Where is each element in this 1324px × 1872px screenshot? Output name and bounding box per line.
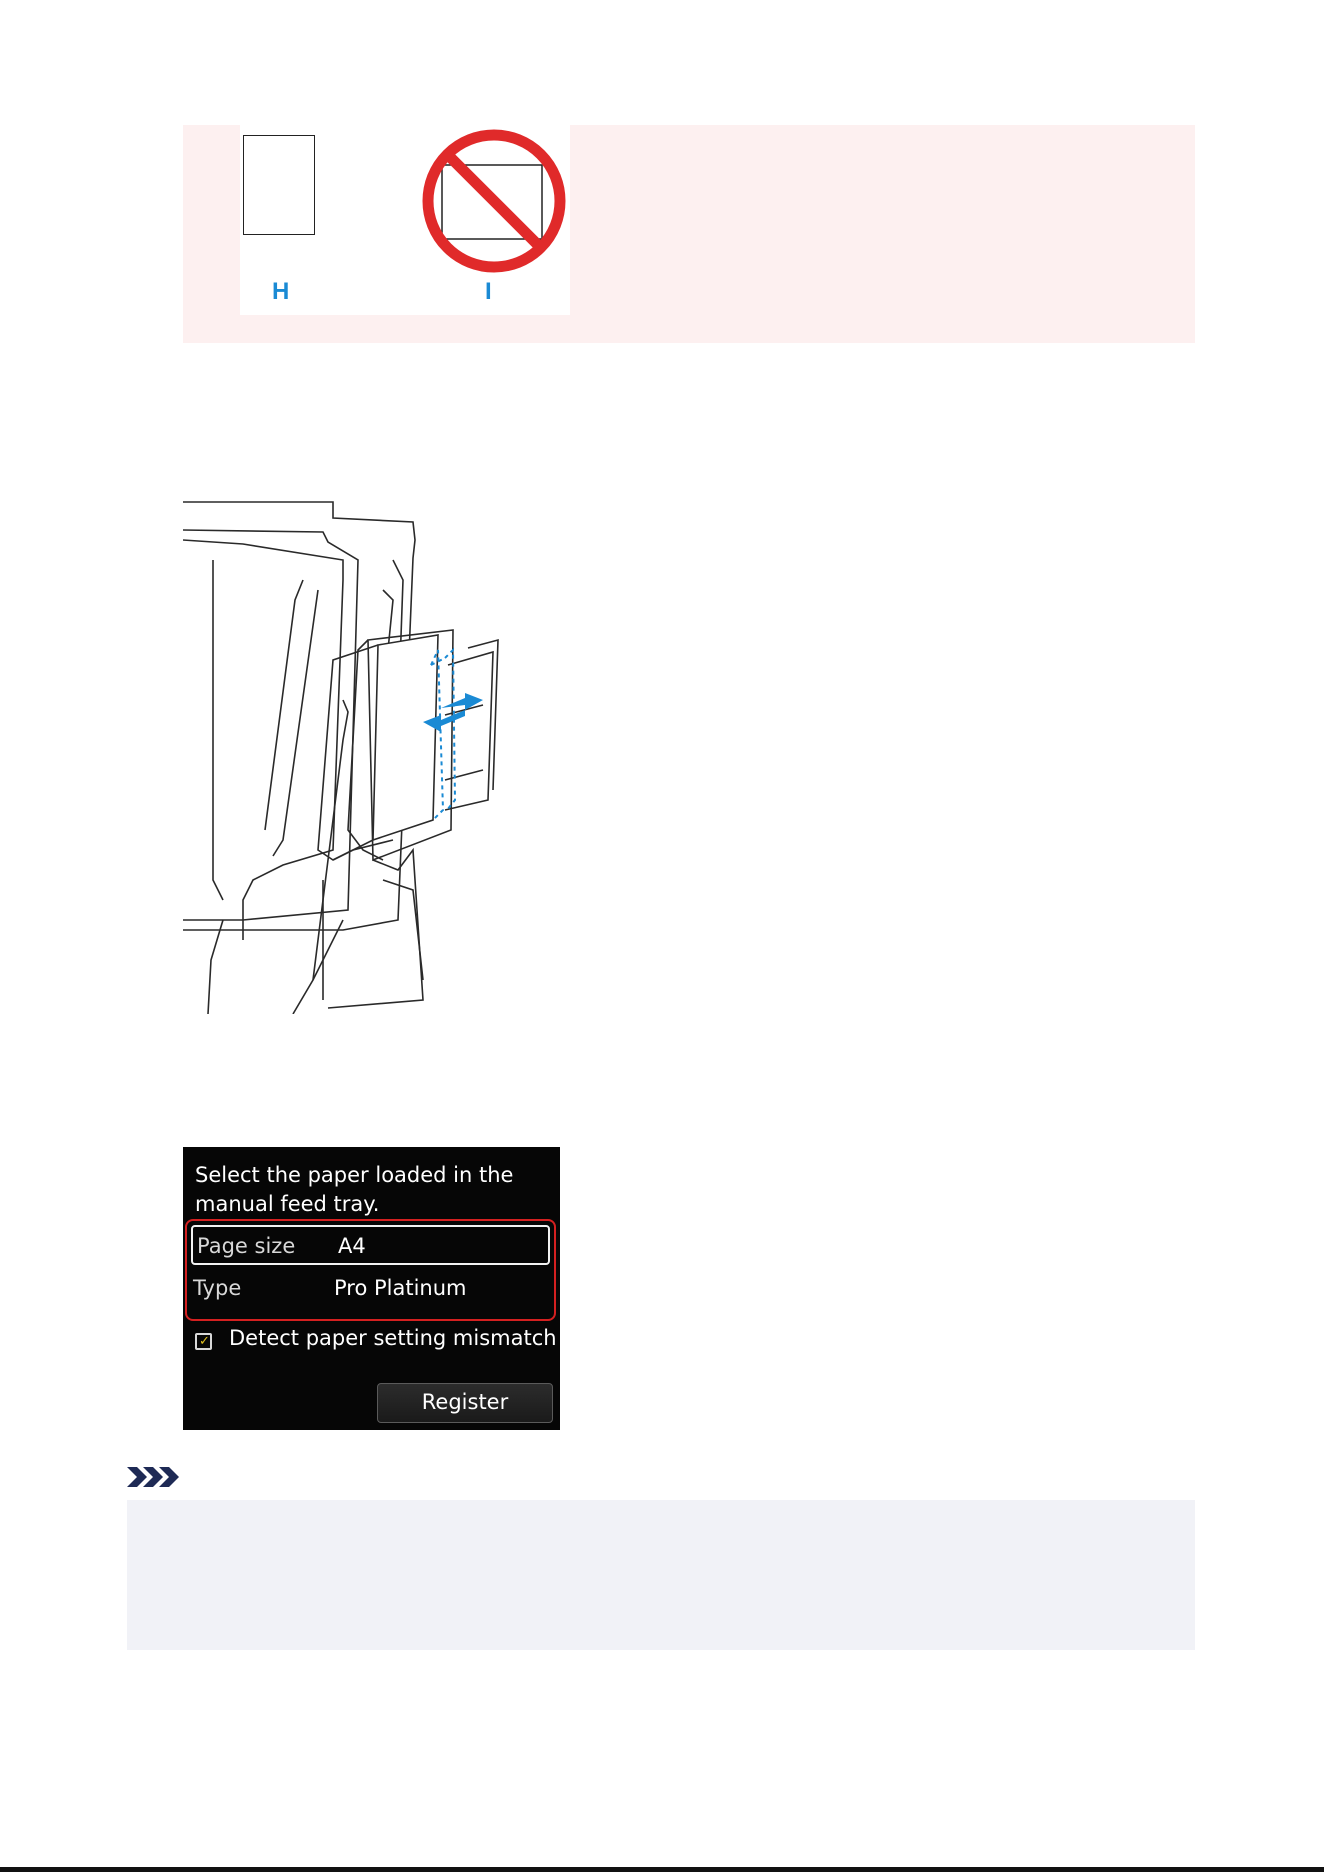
type-label[interactable]: Type — [193, 1276, 242, 1300]
page-size-value: A4 — [338, 1234, 366, 1258]
paper-settings-highlight — [185, 1219, 556, 1321]
portrait-sheet-shape — [243, 135, 315, 235]
page-bottom-edge — [0, 1867, 1324, 1872]
register-button[interactable]: Register — [377, 1383, 553, 1423]
lcd-message: Select the paper loaded in the manual feed tray. — [195, 1163, 514, 1216]
orientation-label-h: H — [272, 278, 290, 305]
detect-mismatch-label[interactable]: Detect paper setting mismatch — [229, 1326, 557, 1350]
checkbox-checked-icon: ✓ — [199, 1334, 210, 1349]
note-icon — [127, 1467, 183, 1487]
orientation-label-i: I — [485, 278, 492, 305]
page-size-label: Page size — [197, 1234, 296, 1258]
type-value[interactable]: Pro Platinum — [334, 1276, 467, 1300]
detect-mismatch-checkbox[interactable] — [195, 1333, 212, 1350]
printer-manual-feed-illustration — [183, 500, 533, 1014]
lcd-screen — [183, 1147, 560, 1430]
prohibited-icon — [420, 125, 570, 275]
note-box — [127, 1500, 1195, 1650]
page-size-row[interactable] — [191, 1225, 550, 1265]
